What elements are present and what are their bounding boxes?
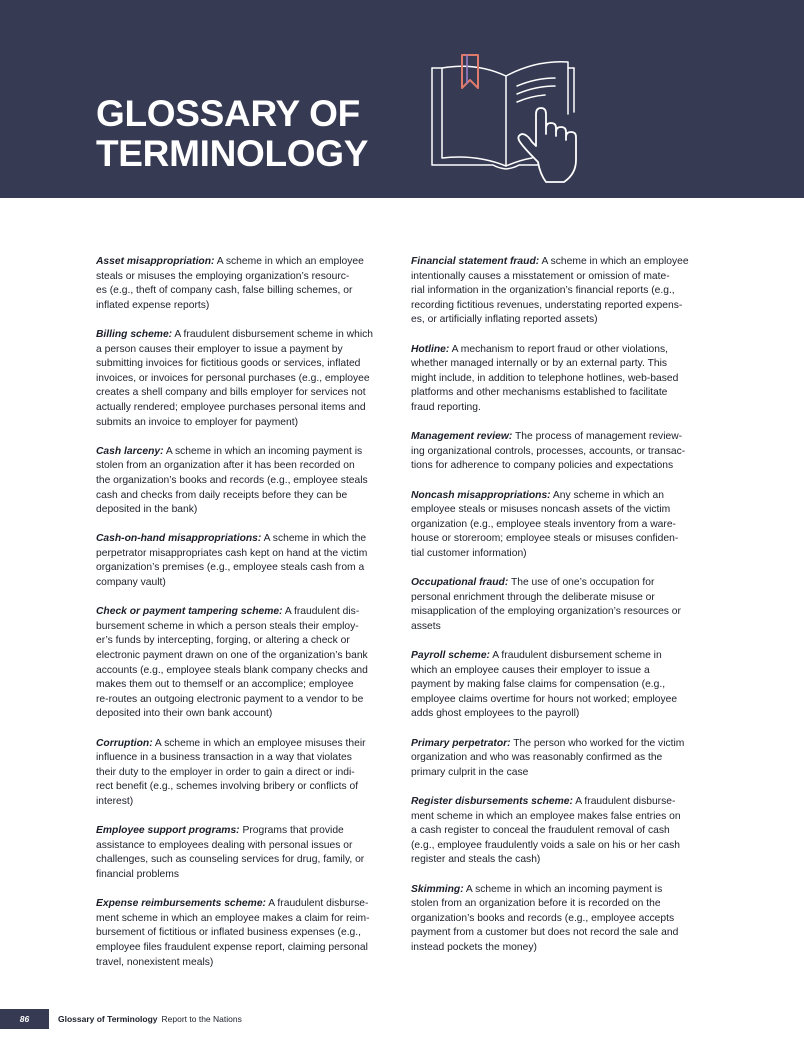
glossary-definition: The process of management review- ing organizational controls, processes, accounts, or transac- tions for adherence to company policies and expectations bbox=[411, 431, 686, 472]
glossary-definition: A fraudulent disbursement scheme in which a person causes their employer to issue a payment by submitting invoices for fictitious goods or services, inflated invoices, or invoices for personal purchases (e.g., employee creates a shell company and bills employer for services not actually rendered; employee purchases personal items and submits an invoice to employer for payment) bbox=[96, 328, 374, 428]
glossary-definition: A scheme in which an employee steals or misuses the employing organization’s resourc- es (e.g., theft of company cash, false billing schemes, or inflated expense reports) bbox=[96, 256, 364, 311]
glossary-term: Expense reimbursements scheme: bbox=[96, 898, 266, 910]
glossary-definition: The person who worked for the victim organization and who was reasonably confirmed as the primary culprit in the case bbox=[411, 737, 685, 778]
glossary-entry bbox=[96, 824, 396, 882]
glossary-term: Payroll scheme: bbox=[411, 650, 490, 662]
glossary-entry bbox=[96, 255, 396, 313]
glossary-term: Check or payment tampering scheme: bbox=[96, 606, 283, 618]
glossary-definition: A fraudulent disburse- ment scheme in which an employee makes false entries on a cash register to conceal the fraudulent removal of cash (e.g., employee fraudulently voids a sale on his or her cash register and steals the cash) bbox=[411, 795, 681, 866]
glossary-term: Management review: bbox=[411, 431, 513, 443]
glossary-definition: A scheme in which an incoming payment is stolen from an organization after it has been recorded on the organization’s books and records (e.g., employee steals cash and checks from daily receipts before they can be deposited in the bank) bbox=[96, 445, 368, 516]
page-number: 86 bbox=[0, 1009, 49, 1029]
title-line-1: GLOSSARY OF bbox=[96, 93, 360, 134]
glossary-entry bbox=[411, 576, 711, 634]
glossary-term: Noncash misappropriations: bbox=[411, 489, 551, 501]
glossary-term: Occupational fraud: bbox=[411, 577, 509, 589]
glossary-definition: A fraudulent dis- bursement scheme in which a person steals their employ- er’s funds by intercepting, forging, or altering a check or electronic payment drawn on one of the organization’s bank accounts (e.g., employee steals blank company checks and makes them out to themself or an accomplice; employee re-routes an outgoing electronic payment to a vendor to be deposited into their own bank account) bbox=[96, 606, 368, 720]
glossary-entry bbox=[411, 883, 711, 956]
glossary-term: Asset misappropriation: bbox=[96, 256, 215, 267]
header-banner bbox=[0, 0, 804, 198]
glossary-column-right bbox=[411, 255, 711, 970]
glossary-definition: A scheme in which an employee intentionally causes a misstatement or omission of mate- rial information in the organization’s financial reports (e.g., recording fictitious revenues, understating reported expens- es, or artificially inflating reported assets) bbox=[411, 256, 689, 326]
title-line-2: TERMINOLOGY bbox=[96, 133, 369, 174]
glossary-definition: Any scheme in which an employee steals or misuses noncash assets of the victim organization (e.g., employee steals inventory from a ware- house or storeroom; employee steals or misuses confiden- tial customer information) bbox=[411, 489, 679, 559]
glossary-definition: A scheme in which the perpetrator misappropriates cash kept on hand at the victim organization’s premises (e.g., employee steals cash from a company vault) bbox=[96, 533, 368, 589]
glossary-entry bbox=[411, 795, 711, 868]
glossary-entry bbox=[96, 605, 396, 722]
glossary-definition: A scheme in which an incoming payment is stolen from an organization before it is recorded on the organization’s books and records (e.g., employee accepts payment from a customer but does not record the sale and instead pockets the money) bbox=[411, 883, 679, 953]
glossary-entry bbox=[96, 737, 396, 810]
glossary-term: Corruption: bbox=[96, 737, 153, 749]
glossary-term: Cash larceny: bbox=[96, 445, 164, 457]
glossary-definition: A mechanism to report fraud or other violations, whether managed internally or by an external party. This might include, in addition to telephone hotlines, web-based platforms and other mechanisms established to facilitate fraud reporting. bbox=[411, 343, 679, 413]
footer-report-title: Report to the Nations bbox=[161, 1014, 242, 1024]
glossary-entry bbox=[96, 328, 396, 430]
glossary-entry bbox=[411, 430, 711, 474]
glossary-term: Register disbursements scheme: bbox=[411, 795, 573, 807]
glossary-term: Financial statement fraud: bbox=[411, 256, 540, 267]
glossary-definition: A scheme in which an employee misuses their influence in a business transaction in a way that violates their duty to the employer in order to gain a direct or indi- rect benefit (e.g., schemes involving bribery or conflicts of interest) bbox=[96, 737, 366, 807]
glossary-entry bbox=[411, 649, 711, 722]
glossary-term: Primary perpetrator: bbox=[411, 737, 511, 749]
glossary-entry bbox=[96, 445, 396, 518]
glossary-entry bbox=[411, 737, 711, 781]
glossary-term: Cash-on-hand misappropriations: bbox=[96, 533, 262, 545]
glossary-term: Employee support programs: bbox=[96, 825, 240, 837]
running-footer bbox=[58, 1009, 242, 1029]
glossary-entry bbox=[96, 897, 396, 970]
glossary-entry bbox=[411, 489, 711, 562]
glossary-definition: Programs that provide assistance to employees dealing with personal issues or challenges, such as counseling services for drug, family, or financial problems bbox=[96, 825, 365, 880]
glossary-term: Hotline: bbox=[411, 343, 450, 355]
glossary-column-left bbox=[96, 255, 396, 985]
glossary-definition: A fraudulent disbursement scheme in which an employee causes their employer to issue a payment by making false claims for compensation (e.g., employee claims overtime for hours not worked; employee adds ghost employees to the payroll) bbox=[411, 650, 678, 720]
glossary-entry bbox=[96, 532, 396, 590]
glossary-definition: The use of one’s occupation for personal enrichment through the deliberate misuse or misapplication of the employing organization’s resources or assets bbox=[411, 577, 681, 632]
glossary-entry bbox=[411, 255, 711, 328]
page-title bbox=[96, 94, 368, 174]
glossary-term: Billing scheme: bbox=[96, 328, 173, 340]
footer-section-title: Glossary of Terminology bbox=[58, 1014, 158, 1024]
glossary-definition: A fraudulent disburse- ment scheme in which an employee makes a claim for reim- bursement of fictitious or inflated business expenses (e.g., employee files fraudulent expense report, claiming personal travel, nonexistent meals) bbox=[96, 898, 370, 968]
book-with-pointing-hand-icon bbox=[428, 50, 584, 190]
glossary-entry bbox=[411, 343, 711, 416]
glossary-term: Skimming: bbox=[411, 883, 464, 895]
